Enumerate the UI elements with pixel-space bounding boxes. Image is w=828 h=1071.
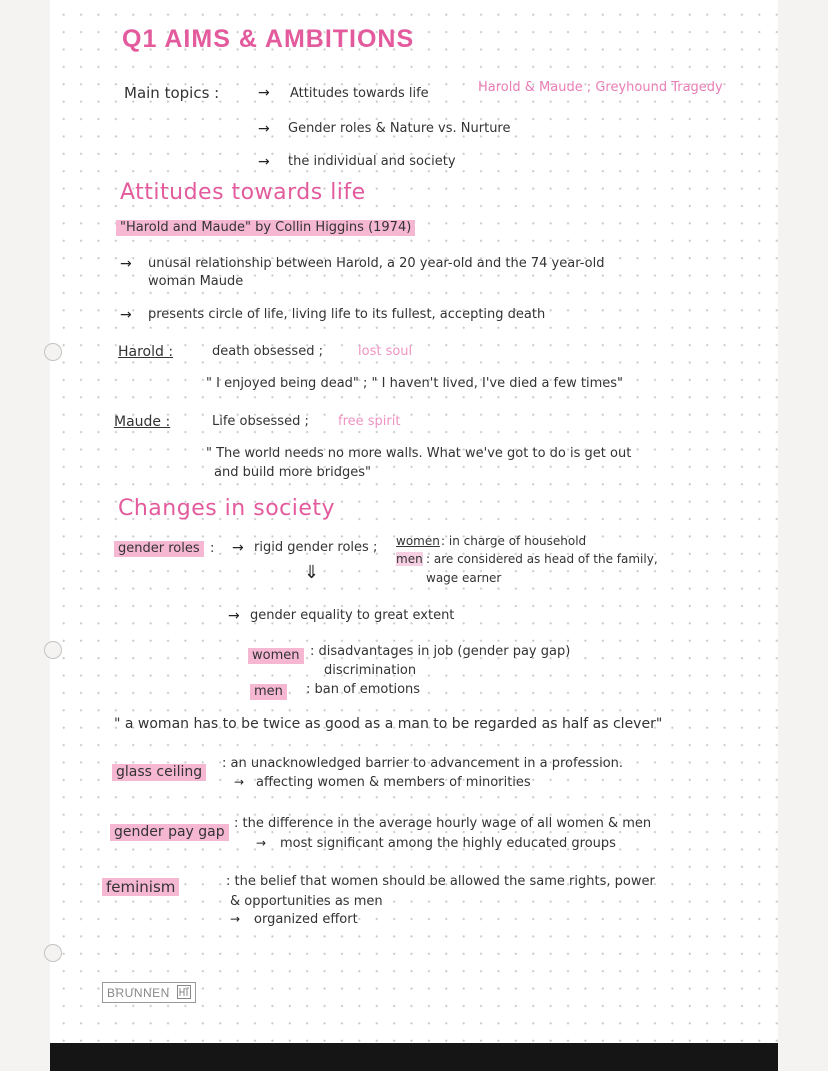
topic-item: Attitudes towards life — [290, 86, 429, 101]
gender-pay-gap-label: gender pay gap — [110, 824, 229, 841]
glass-ceiling-text: affecting women & members of minorities — [256, 775, 531, 790]
maude-quote: and build more bridges" — [214, 465, 371, 480]
feminism-text: : the belief that women should be allowed the same rights, power — [226, 874, 655, 889]
arrow-icon: → — [120, 307, 132, 323]
feminism-text: & opportunities as men — [230, 894, 383, 909]
arrow-icon: → — [120, 256, 132, 272]
women2-text: : disadvantages in job (gender pay gap) — [310, 644, 571, 659]
section-heading-attitudes: Attitudes towards life — [120, 180, 366, 205]
maude-note: free spirit — [338, 414, 401, 429]
women-role: : in charge of household — [441, 534, 587, 548]
arrow-icon: → — [228, 608, 240, 624]
topic-item: the individual and society — [288, 154, 456, 169]
section-heading-changes: Changes in society — [118, 496, 336, 521]
point-text: presents circle of life, living life to its fullest, accepting death — [148, 307, 546, 322]
source-highlight: "Harold and Maude" by Collin Higgins (1974) — [116, 220, 415, 236]
maude-desc: Life obsessed ; — [212, 414, 309, 429]
topic-side-note: Harold & Maude ; Greyhound Tragedy — [478, 80, 723, 95]
harold-quote: " I enjoyed being dead" ; " I haven't lived, I've died a few times" — [206, 376, 624, 391]
pay-gap-text: most significant among the highly educated groups — [280, 836, 616, 851]
quote: " a woman has to be twice as good as a man to be regarded as half as clever" — [114, 716, 663, 732]
colon: : — [210, 541, 215, 556]
arrow-icon: → — [234, 775, 245, 789]
down-arrow-icon: ⇓ — [304, 562, 320, 583]
binder-hole — [44, 641, 62, 659]
gender-equality: gender equality to great extent — [250, 608, 455, 623]
men-label: men — [396, 552, 423, 566]
brand-mark-icon — [177, 985, 191, 999]
feminism-label: feminism — [102, 878, 179, 896]
page-title: Q1 AIMS & AMBITIONS — [122, 25, 415, 53]
topic-item: Gender roles & Nature vs. Nurture — [288, 121, 511, 136]
harold-label: Harold : — [118, 344, 174, 360]
binder-hole — [44, 944, 62, 962]
pay-gap-text: : the difference in the average hourly wage of all women & men — [234, 816, 652, 831]
brand-logo — [102, 982, 196, 1003]
arrow-icon: → — [232, 540, 244, 556]
women2-text: discrimination — [324, 663, 417, 678]
main-topics-label: Main topics : — [124, 84, 220, 102]
arrow-icon: → — [230, 912, 241, 926]
harold-desc: death obsessed ; — [212, 344, 323, 359]
women2-label: women — [248, 648, 304, 664]
arrow-icon: → — [258, 121, 270, 137]
arrow-icon: → — [256, 836, 267, 850]
wage-earner: wage earner — [426, 571, 502, 585]
bottom-edge — [50, 1043, 778, 1071]
point-text: woman Maude — [148, 274, 244, 289]
maude-quote: " The world needs no more walls. What we've got to do is get out — [206, 446, 632, 461]
men-role: : are considered as head of the family, — [426, 552, 658, 566]
harold-note: lost soul — [358, 344, 413, 359]
feminism-text: organized effort — [254, 912, 358, 927]
gender-roles-label: gender roles — [114, 541, 204, 557]
brand-name: BRUNNEN — [107, 986, 170, 1000]
glass-ceiling-text: : an unacknowledged barrier to advancement in a profession. — [222, 756, 624, 771]
arrow-icon: → — [258, 85, 270, 101]
women-label: women — [396, 534, 440, 548]
binder-hole — [44, 343, 62, 361]
maude-label: Maude : — [114, 414, 171, 430]
rigid-roles: rigid gender roles ; — [254, 540, 378, 555]
glass-ceiling-label: glass ceiling — [112, 764, 206, 781]
men2-text: : ban of emotions — [306, 682, 421, 697]
arrow-icon: → — [258, 154, 270, 170]
point-text: unusal relationship between Harold, a 20 year-old and the 74 year-old — [148, 256, 605, 271]
men2-label: men — [250, 684, 287, 700]
